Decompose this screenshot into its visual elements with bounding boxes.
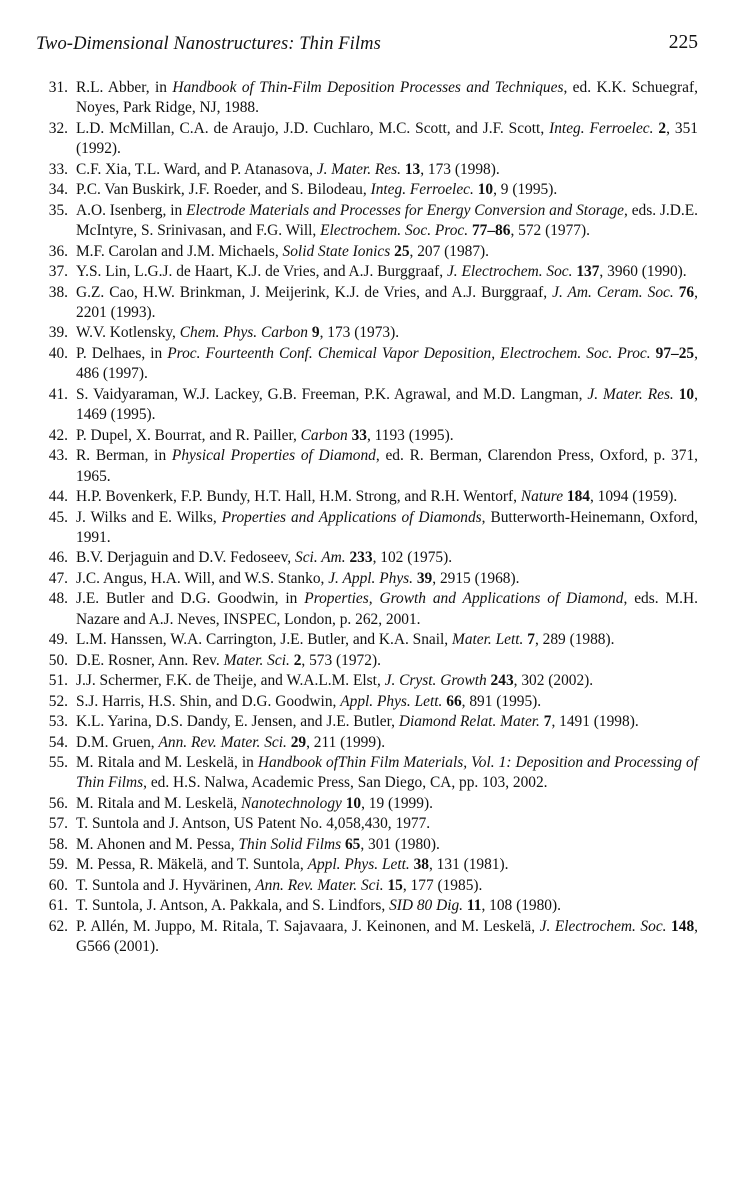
reference-item bbox=[36, 78, 698, 119]
reference-italic-text: J. Mater. Res. bbox=[587, 385, 674, 403]
reference-text: , 1491 (1998). bbox=[551, 713, 639, 731]
reference-item bbox=[36, 385, 698, 426]
reference-number: 61. bbox=[48, 897, 68, 915]
reference-text: J.C. Angus, H.A. Will, and W.S. Stanko, bbox=[76, 569, 329, 587]
reference-volume: 11 bbox=[466, 897, 482, 915]
reference-number: 39. bbox=[48, 324, 68, 342]
reference-number: 58. bbox=[48, 835, 68, 853]
reference-italic-text: Nanotechnology bbox=[240, 794, 342, 812]
reference-text: , 351 (1992). bbox=[76, 119, 698, 158]
reference-item bbox=[36, 262, 698, 282]
reference-item bbox=[36, 794, 698, 814]
reference-text: L.M. Hanssen, W.A. Carrington, J.E. Butler, and K.A. Snail, bbox=[76, 631, 452, 649]
reference-volume: 65 bbox=[344, 835, 361, 853]
reference-number: 51. bbox=[48, 672, 68, 690]
reference-italic-text: Properties and Applications of Diamonds bbox=[221, 508, 482, 526]
reference-volume: 184 bbox=[566, 488, 590, 506]
reference-text: , 2915 (1968). bbox=[432, 569, 520, 587]
reference-list bbox=[36, 78, 698, 957]
reference-text: , 1469 (1995). bbox=[76, 385, 698, 424]
reference-number: 62. bbox=[48, 917, 68, 935]
reference-volume: 2 bbox=[658, 119, 667, 137]
reference-volume: 10 bbox=[477, 181, 494, 199]
reference-number: 32. bbox=[48, 119, 68, 137]
reference-italic-text: J. Electrochem. Soc. bbox=[539, 917, 667, 935]
reference-italic-text: SID 80 Dig. bbox=[389, 897, 464, 915]
reference-number: 56. bbox=[48, 794, 68, 812]
reference-text: , 486 (1997). bbox=[76, 344, 698, 383]
reference-number: 34. bbox=[48, 181, 68, 199]
reference-italic-text: Ann. Rev. Mater. Sci. bbox=[255, 876, 384, 894]
reference-item bbox=[36, 548, 698, 568]
reference-text: M. Pessa, R. Mäkelä, and T. Suntola, bbox=[76, 856, 308, 874]
reference-text: J.E. Butler and D.G. Goodwin, in bbox=[76, 590, 305, 608]
reference-text: , 289 (1988). bbox=[534, 631, 615, 649]
page-number: 225 bbox=[668, 32, 698, 53]
reference-item bbox=[36, 753, 698, 794]
reference-text: G.Z. Cao, H.W. Brinkman, J. Meijerink, K.J. de Vries, and A.J. Burggraaf, bbox=[76, 283, 553, 301]
reference-text: B.V. Derjaguin and D.V. Fedoseev, bbox=[76, 549, 296, 567]
reference-item bbox=[36, 712, 698, 732]
reference-volume: 77–86 bbox=[471, 222, 511, 240]
reference-item bbox=[36, 323, 698, 343]
reference-text: , 19 (1999). bbox=[361, 794, 433, 812]
reference-italic-text: J. Cryst. Growth bbox=[384, 672, 487, 690]
reference-text: S. Vaidyaraman, W.J. Lackey, G.B. Freeman, P.K. Agrawal, and M.D. Langman, bbox=[76, 385, 588, 403]
reference-volume: 66 bbox=[446, 692, 462, 710]
reference-text: , 301 (1980). bbox=[360, 835, 440, 853]
reference-volume: 137 bbox=[576, 263, 600, 281]
reference-item bbox=[36, 446, 698, 487]
reference-text: M. Ritala and M. Leskelä, in bbox=[76, 753, 258, 771]
reference-italic-text: Sci. Am. bbox=[295, 549, 346, 567]
reference-text: , 211 (1999). bbox=[306, 733, 386, 751]
reference-item bbox=[36, 283, 698, 324]
reference-item bbox=[36, 671, 698, 691]
reference-volume: 7 bbox=[527, 631, 535, 649]
reference-text: S.J. Harris, H.S. Shin, and D.G. Goodwin, bbox=[76, 692, 341, 710]
reference-number: 47. bbox=[48, 569, 68, 587]
reference-text: J. Wilks and E. Wilks, bbox=[76, 508, 222, 526]
reference-item bbox=[36, 876, 698, 896]
reference-volume: 13 bbox=[404, 160, 421, 178]
reference-text: , 207 (1987). bbox=[409, 242, 490, 260]
reference-text: M. Ritala and M. Leskelä, bbox=[76, 794, 241, 812]
reference-number: 55. bbox=[48, 753, 68, 771]
reference-italic-text: Thin Solid Films bbox=[238, 835, 342, 853]
reference-item bbox=[36, 180, 698, 200]
reference-volume: 10 bbox=[678, 385, 695, 403]
reference-italic-text: Carbon bbox=[300, 426, 348, 444]
reference-text: P. Allén, M. Juppo, M. Ritala, T. Sajavaara, J. Keinonen, and M. Leskelä, bbox=[76, 917, 540, 935]
reference-text: J.J. Schermer, F.K. de Theije, and W.A.L.M. Elst, bbox=[76, 672, 385, 690]
reference-text: D.E. Rosner, Ann. Rev. bbox=[76, 651, 224, 669]
reference-italic-text: J. Mater. Res. bbox=[316, 160, 401, 178]
reference-italic-text: Nature bbox=[520, 488, 564, 506]
reference-text: , 173 (1998). bbox=[420, 160, 500, 178]
reference-text: , 9 (1995). bbox=[493, 181, 558, 199]
reference-text: , 3960 (1990). bbox=[599, 263, 687, 281]
reference-text: M.F. Carolan and J.M. Michaels, bbox=[76, 242, 283, 260]
reference-volume: 243 bbox=[490, 672, 514, 690]
reference-text: R. Berman, in bbox=[76, 447, 172, 465]
reference-volume: 25 bbox=[394, 242, 410, 260]
reference-text: Y.S. Lin, L.G.J. de Haart, K.J. de Vries, and A.J. Burggraaf, bbox=[76, 263, 447, 281]
reference-italic-text: J. Electrochem. Soc. bbox=[446, 263, 573, 281]
reference-text: , eds. J.D.E. McIntyre, S. Srinivasan, and F.G. Will, bbox=[76, 201, 698, 240]
reference-item bbox=[36, 201, 698, 242]
reference-item bbox=[36, 589, 698, 630]
reference-text: K.L. Yarina, D.S. Dandy, E. Jensen, and J.E. Butler, bbox=[76, 713, 399, 731]
reference-number: 53. bbox=[48, 713, 68, 731]
reference-item bbox=[36, 160, 698, 180]
reference-text: , 1094 (1959). bbox=[589, 488, 678, 506]
reference-item bbox=[36, 630, 698, 650]
reference-volume: 33 bbox=[351, 426, 367, 444]
reference-text: A.O. Isenberg, in bbox=[76, 201, 187, 219]
reference-italic-text: Ann. Rev. Mater. Sci. bbox=[158, 733, 287, 751]
reference-text: , 573 (1972). bbox=[301, 651, 381, 669]
reference-text: , G566 (2001). bbox=[76, 917, 698, 956]
reference-text: T. Suntola and J. Antson, US Patent No. 4,058,430, 1977. bbox=[76, 815, 431, 833]
reference-italic-text: Appl. Phys. Lett. bbox=[340, 692, 443, 710]
reference-number: 40. bbox=[48, 344, 68, 362]
reference-number: 33. bbox=[48, 160, 68, 178]
reference-italic-text: Electrode Materials and Processes for Energy Conversion and Storage bbox=[186, 201, 624, 219]
reference-volume: 39 bbox=[416, 569, 433, 587]
reference-text: , ed. R. Berman, Clarendon Press, Oxford, p. 371, 1965. bbox=[76, 447, 698, 485]
reference-text: , 102 (1975). bbox=[372, 549, 453, 567]
reference-volume: 10 bbox=[345, 794, 362, 812]
reference-volume: 15 bbox=[387, 876, 403, 894]
reference-volume: 7 bbox=[543, 713, 552, 731]
reference-number: 57. bbox=[48, 815, 68, 833]
reference-italic-text: Handbook ofThin Film Materials, Vol. 1: Deposition and Processing of Thin Films bbox=[76, 753, 698, 792]
reference-italic-text: J. Am. Ceram. Soc. bbox=[552, 283, 674, 301]
reference-item bbox=[36, 508, 698, 549]
reference-text: , Butterworth-Heinemann, Oxford, 1991. bbox=[76, 508, 698, 546]
reference-text: , 131 (1981). bbox=[428, 856, 509, 874]
reference-number: 37. bbox=[48, 263, 68, 281]
reference-text: T. Suntola, J. Antson, A. Pakkala, and S. Lindfors, bbox=[76, 897, 390, 915]
reference-text: , ed. H.S. Nalwa, Academic Press, San Diego, CA, pp. 103, 2002. bbox=[143, 774, 548, 792]
reference-number: 45. bbox=[48, 508, 68, 526]
reference-italic-text: Chem. Phys. Carbon bbox=[179, 324, 309, 342]
reference-number: 49. bbox=[48, 631, 68, 649]
reference-italic-text: Integ. Ferroelec. bbox=[370, 181, 474, 199]
reference-text: T. Suntola and J. Hyvärinen, bbox=[76, 876, 256, 894]
reference-text: , 572 (1977). bbox=[510, 222, 590, 240]
reference-item bbox=[36, 119, 698, 160]
reference-item bbox=[36, 855, 698, 875]
reference-item bbox=[36, 692, 698, 712]
reference-number: 43. bbox=[48, 447, 68, 465]
reference-text: , 302 (2002). bbox=[513, 672, 594, 690]
reference-number: 46. bbox=[48, 549, 68, 567]
reference-number: 36. bbox=[48, 242, 68, 260]
reference-volume: 2 bbox=[293, 651, 302, 669]
reference-text: P.C. Van Buskirk, J.F. Roeder, and S. Bilodeau, bbox=[76, 181, 371, 199]
reference-text: , 891 (1995). bbox=[461, 692, 542, 710]
reference-text: , eds. M.H. Nazare and A.J. Neves, INSPEC, London, p. 262, 2001. bbox=[76, 590, 698, 628]
running-title: Two-Dimensional Nanostructures: Thin Films bbox=[36, 34, 381, 54]
reference-text: R.L. Abber, in bbox=[76, 79, 173, 96]
reference-item bbox=[36, 569, 698, 589]
reference-italic-text: Mater. Lett. bbox=[452, 631, 524, 649]
reference-item bbox=[36, 242, 698, 262]
reference-item bbox=[36, 487, 698, 507]
reference-item bbox=[36, 344, 698, 385]
reference-number: 48. bbox=[48, 590, 68, 608]
reference-text: P. Dupel, X. Bourrat, and R. Pailler, bbox=[76, 426, 301, 444]
reference-number: 38. bbox=[48, 283, 68, 301]
reference-number: 31. bbox=[48, 79, 68, 96]
reference-text: , 177 (1985). bbox=[402, 876, 483, 894]
reference-italic-text: Proc. Fourteenth Conf. Chemical Vapor Deposition, Electrochem. Soc. Proc. bbox=[167, 344, 651, 362]
reference-volume: 29 bbox=[290, 733, 307, 751]
page-header bbox=[36, 30, 698, 58]
reference-italic-text: Mater. Sci. bbox=[223, 651, 290, 669]
reference-volume: 9 bbox=[311, 324, 320, 342]
reference-italic-text: J. Appl. Phys. bbox=[328, 569, 413, 587]
reference-item bbox=[36, 835, 698, 855]
reference-number: 52. bbox=[48, 692, 68, 710]
reference-item bbox=[36, 917, 698, 958]
reference-text: P. Delhaes, in bbox=[76, 344, 168, 362]
reference-number: 44. bbox=[48, 488, 68, 506]
reference-text: H.P. Bovenkerk, F.P. Bundy, H.T. Hall, H.M. Strong, and R.H. Wentorf, bbox=[76, 488, 521, 506]
reference-text: , 173 (1973). bbox=[319, 324, 400, 342]
reference-number: 35. bbox=[48, 201, 68, 219]
reference-text: D.M. Gruen, bbox=[76, 733, 159, 751]
reference-number: 50. bbox=[48, 651, 68, 669]
reference-italic-text: Solid State Ionics bbox=[282, 242, 391, 260]
reference-number: 60. bbox=[48, 876, 68, 894]
reference-item bbox=[36, 896, 698, 916]
reference-text: , 1193 (1995). bbox=[366, 426, 454, 444]
reference-text: L.D. McMillan, C.A. de Araujo, J.D. Cuchlaro, M.C. Scott, and J.F. Scott, bbox=[76, 119, 550, 137]
reference-item bbox=[36, 651, 698, 671]
reference-volume: 97–25 bbox=[655, 344, 695, 362]
reference-number: 54. bbox=[48, 733, 68, 751]
reference-volume: 38 bbox=[413, 856, 429, 874]
reference-text: C.F. Xia, T.L. Ward, and P. Atanasova, bbox=[76, 160, 317, 178]
reference-italic-text: Integ. Ferroelec. bbox=[549, 119, 654, 137]
reference-italic-text: Electrochem. Soc. Proc. bbox=[320, 222, 469, 240]
reference-italic-text: Properties, Growth and Applications of Diamond bbox=[304, 590, 624, 608]
reference-text: , ed. K.K. Schuegraf, Noyes, Park Ridge, NJ, 1988. bbox=[76, 79, 698, 117]
reference-item bbox=[36, 814, 698, 834]
reference-number: 42. bbox=[48, 426, 68, 444]
reference-italic-text: Handbook of Thin-Film Deposition Processes and Techniques bbox=[172, 79, 564, 96]
reference-text: W.V. Kotlensky, bbox=[76, 324, 180, 342]
reference-text: , 2201 (1993). bbox=[76, 283, 698, 321]
reference-number: 41. bbox=[48, 385, 68, 403]
reference-volume: 148 bbox=[671, 917, 695, 935]
reference-item bbox=[36, 733, 698, 753]
reference-text: M. Ahonen and M. Pessa, bbox=[76, 835, 239, 853]
reference-number: 59. bbox=[48, 856, 68, 874]
reference-volume: 76 bbox=[678, 283, 695, 301]
reference-italic-text: Appl. Phys. Lett. bbox=[307, 856, 410, 874]
reference-item bbox=[36, 426, 698, 446]
reference-italic-text: Physical Properties of Diamond bbox=[171, 447, 376, 465]
reference-volume: 233 bbox=[349, 549, 373, 567]
reference-italic-text: Diamond Relat. Mater. bbox=[398, 713, 540, 731]
reference-text: , 108 (1980). bbox=[481, 897, 561, 915]
